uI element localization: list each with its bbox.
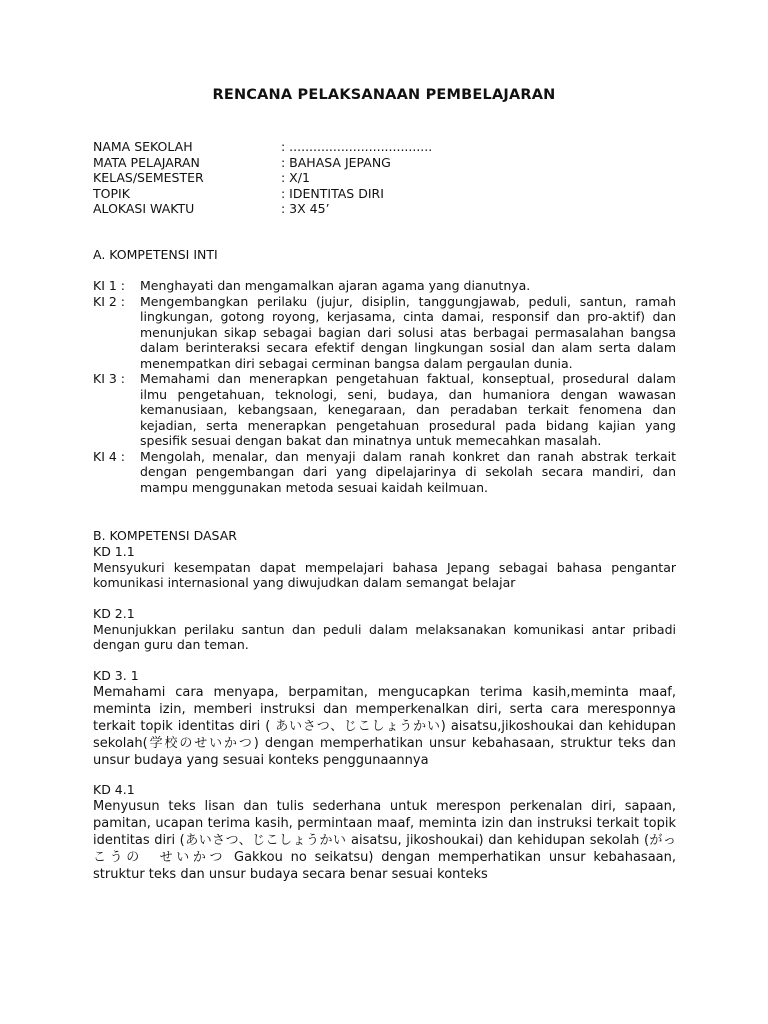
identity-label: TOPIK: [93, 185, 130, 201]
kd-code: KD 4.1: [93, 782, 135, 797]
kd-3-1: [93, 668, 676, 769]
identity-row-topic: [93, 186, 693, 202]
kd-code: KD 1.1: [93, 544, 135, 559]
ki-item: [93, 278, 676, 294]
kd-4-1: [93, 782, 676, 883]
section-b-heading: B. KOMPETENSI DASAR: [93, 528, 237, 543]
identity-value: : ....................................: [281, 139, 433, 154]
kd-1-1: [93, 544, 676, 591]
ki-item: [93, 371, 676, 449]
ki-code: KI 1 :: [93, 278, 125, 293]
identity-value: : X/1: [281, 170, 310, 185]
kd-code: KD 2.1: [93, 606, 135, 621]
kd-code: KD 3. 1: [93, 668, 139, 683]
ki-text: Memahami dan menerapkan pengetahuan faktual, konseptual, prosedural dalam ilmu pengetahuan, teknologi, seni, budaya, dan humaniora dengan wawasan kemanusiaan, kebangsaan, kenegaraan, dan peradaban terkait fenomena dan kejadian, serta menerapkan pengetahuan prosedural pada bidang kajian yang spesifik sesuai dengan bakat dan minatnya untuk memecahkan masalah.: [140, 371, 676, 448]
identity-label: MATA PELAJARAN: [93, 154, 200, 170]
kd-text: Mensyukuri kesempatan dapat mempelajari bahasa Jepang sebagai bahasa pengantar komunikasi internasional yang diwujudkan dalam semangat belajar: [93, 559, 676, 590]
identity-label: NAMA SEKOLAH: [93, 139, 193, 154]
identity-row-class: [93, 170, 693, 186]
identity-label: KELAS/SEMESTER: [93, 170, 204, 185]
identity-value: : 3X 45’: [281, 201, 330, 216]
identity-row-time: [93, 201, 693, 217]
identity-row-school: [93, 139, 693, 155]
kd-text: Menyusun teks lisan dan tulis sederhana untuk merespon perkenalan diri, sapaan, pamitan, ucapan terima kasih, permintaan maaf, meminta izin dan instruksi terkait topik identitas diri (あいさつ、じこしょうかい aisatsu, jikoshoukai) dan kehidupan sekolah (がっこうの せいかつ Gakkou no seikatsu) dengan memperhatikan unsur kebahasaan, struktur teks dan unsur budaya secara benar sesuai konteks: [93, 798, 676, 882]
ki-text: Mengembangkan perilaku (jujur, disiplin, tanggungjawab, peduli, santun, ramah lingkungan, gotong royong, kerjasama, cinta damai, responsif dan pro-aktif) dan menunjukan sikap sebagai bagian dari solusi atas berbagai permasalahan bangsa dalam berinteraksi secara efektif dengan lingkungan sosial dan alam serta dalam menempatkan diri sebagai cerminan bangsa dalam pergaulan dunia.: [140, 293, 676, 371]
identity-row-subject: [93, 155, 693, 171]
ki-text: Mengolah, menalar, dan menyaji dalam ranah konkret dan ranah abstrak terkait dengan pengembangan dari yang dipelajarinya di sekolah secara mandiri, dan mampu menggunakan metoda sesuai kaidah keilmuan.: [140, 448, 676, 495]
identity-value: : IDENTITAS DIRI: [281, 185, 384, 201]
kd-text: Menunjukkan perilaku santun dan peduli dalam melaksanakan komunikasi antar pribadi dengan guru dan teman.: [93, 621, 676, 652]
identity-label: ALOKASI WAKTU: [93, 201, 195, 216]
identity-value: : BAHASA JEPANG: [281, 154, 391, 170]
document-title: RENCANA PELAKSANAAN PEMBELAJARAN: [212, 87, 556, 103]
ki-code: KI 2 :: [93, 293, 125, 309]
kd-2-1: [93, 606, 676, 653]
ki-item: [93, 294, 676, 372]
kd-text: Memahami cara menyapa, berpamitan, mengucapkan terima kasih,meminta maaf, meminta izin, memberi instruksi dan memperkenalkan diri, serta cara meresponnya terkait topik identitas diri ( あいさつ、じこしょうかい) aisatsu,jikoshoukai dan kehidupan sekolah(学校のせいかつ) dengan memperhatikan unsur kebahasaan, struktur teks dan unsur budaya yang sesuai konteks penggunaannya: [93, 684, 676, 768]
section-a-heading: A. KOMPETENSI INTI: [93, 247, 218, 262]
ki-code: KI 3 :: [93, 371, 125, 386]
identity-table: [93, 139, 693, 217]
ki-text: Menghayati dan mengamalkan ajaran agama yang dianutnya.: [140, 278, 531, 293]
section-a-list: [93, 278, 676, 495]
ki-item: [93, 449, 676, 496]
ki-code: KI 4 :: [93, 448, 125, 464]
